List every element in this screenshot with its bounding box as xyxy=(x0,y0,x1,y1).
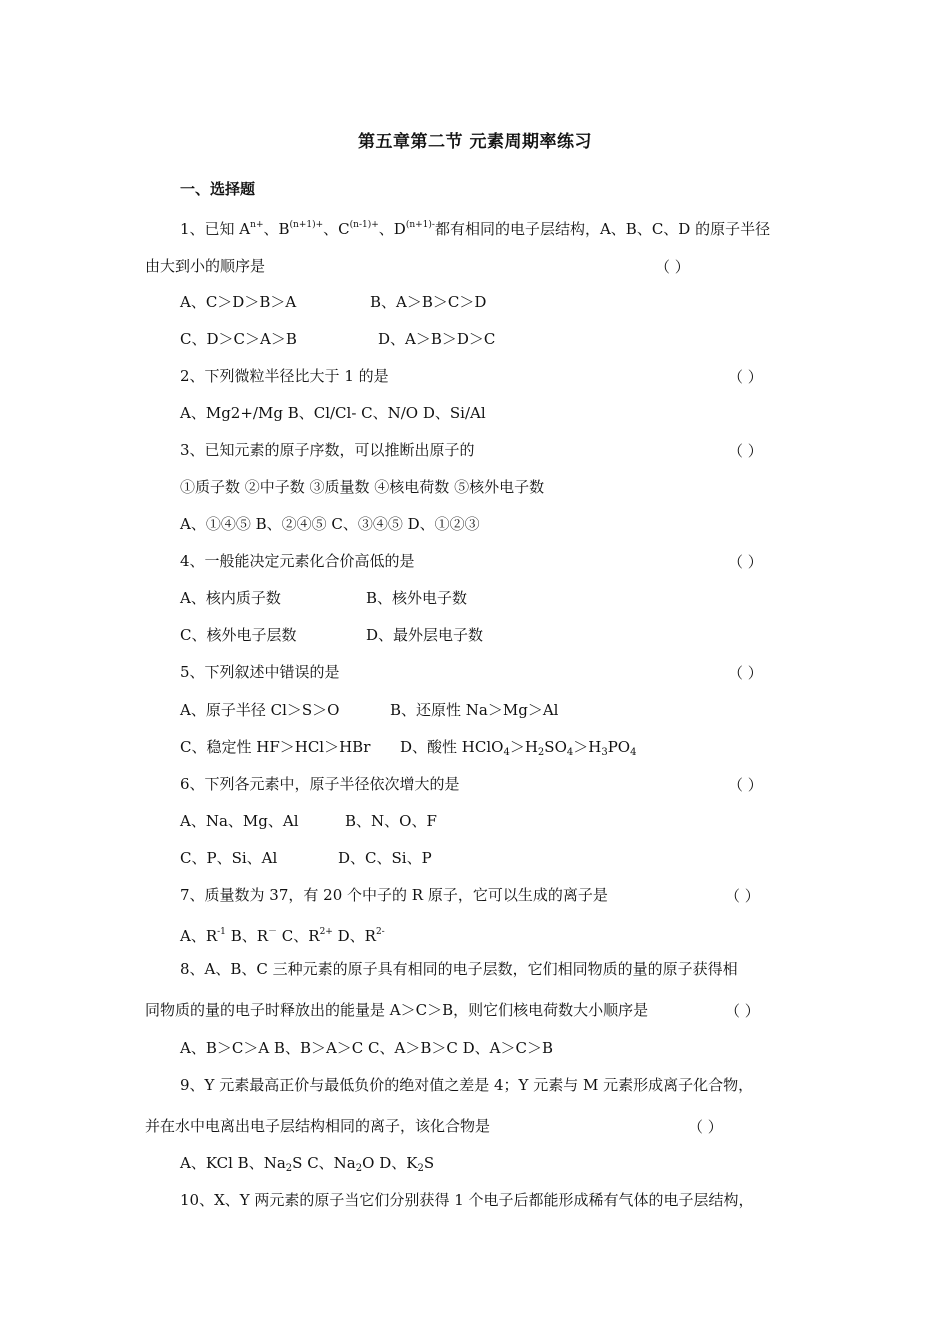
question-8-options: A、B＞C＞A B、B＞A＞C C、A＞B＞C D、A＞C＞B xyxy=(180,1039,553,1057)
answer-blank: （ ） xyxy=(725,887,760,905)
question-5: 5、下列叙述中错误的是 xyxy=(180,663,340,681)
question-9-line-2: 并在水中电离出电子层结构相同的离子，该化合物是 xyxy=(145,1117,491,1135)
page-title: 第五章第二节 元素周期率练习 xyxy=(358,132,592,152)
option-d: D、C、Si、P xyxy=(338,849,432,867)
option-d: D、酸性 $HClO_4>H_2SO_4>H_3PO_4$ xyxy=(400,738,637,758)
option-c: C、核外电子层数 xyxy=(180,626,297,644)
answer-blank: （ ） xyxy=(688,1118,723,1136)
answer-blank: （ ） xyxy=(655,258,690,276)
option-c: C、稳定性 HF＞HCl＞HBr xyxy=(180,738,371,756)
answer-blank: （ ） xyxy=(728,664,763,682)
question-1-line-2: 由大到小的顺序是 xyxy=(145,257,266,275)
option-d: D、最外层电子数 xyxy=(366,626,484,644)
question-9-options: A、KCl B、$Na_2S$ C、$Na_2O$ D、$K_2S$ xyxy=(180,1154,435,1174)
question-2-options: A、Mg2+/Mg B、Cl/Cl- C、N/O D、Si/Al xyxy=(180,404,486,422)
question-8-line-2: 同物质的量的电子时释放出的能量是 A＞C＞B，则它们核电荷数大小顺序是 xyxy=(145,1001,649,1019)
question-10-line-1: 10、X、Y 两元素的原子当它们分别获得 1 个电子后都能形成稀有气体的电子层结构， xyxy=(180,1191,754,1209)
option-c: C、P、Si、Al xyxy=(180,849,278,867)
question-9-line-1: 9、Y 元素最高正价与最低负价的绝对值之差是 4；Y 元素与 M 元素形成离子化合物， xyxy=(180,1076,754,1094)
option-c: C、D＞C＞A＞B xyxy=(180,330,297,348)
section-heading: 一、选择题 xyxy=(180,180,256,198)
question-3: 3、已知元素的原子序数，可以推断出原子的 xyxy=(180,441,475,459)
option-a: A、核内质子数 xyxy=(180,589,281,607)
answer-blank: （ ） xyxy=(728,442,763,460)
question-7-options: A、$R^{-1}$ B、R－ C、$R^{2+}$ D、$R^{2-}$ xyxy=(180,927,385,945)
answer-blank: （ ） xyxy=(728,368,763,386)
option-a: A、原子半径 Cl＞S＞O xyxy=(180,701,340,719)
question-4: 4、一般能决定元素化合价高低的是 xyxy=(180,552,415,570)
answer-blank: （ ） xyxy=(728,776,763,794)
option-b: B、A＞B＞C＞D xyxy=(370,293,487,311)
question-7: 7、质量数为 37，有 20 个中子的 R 原子，它可以生成的离子是 xyxy=(180,886,608,904)
question-3-items: ①质子数 ②中子数 ③质量数 ④核电荷数 ⑤核外电子数 xyxy=(180,478,545,496)
option-a: A、C＞D＞B＞A xyxy=(180,293,297,311)
option-d: D、A＞B＞D＞C xyxy=(378,330,496,348)
question-3-options: A、①④⑤ B、②④⑤ C、③④⑤ D、①②③ xyxy=(180,515,480,533)
answer-blank: （ ） xyxy=(725,1002,760,1020)
question-1-line-1: 1、已知 $A^{n+}$、$B^{(n+1)+}$、$C^{(n-1)+}$、$D^{(n+1)-}$都有相同的电子层结构，A、B、C、D 的原子半径 xyxy=(180,220,771,238)
option-b: B、核外电子数 xyxy=(366,589,468,607)
answer-blank: （ ） xyxy=(728,553,763,571)
question-6: 6、下列各元素中，原子半径依次增大的是 xyxy=(180,775,460,793)
option-b: B、还原性 Na＞Mg＞Al xyxy=(390,701,559,719)
option-a: A、Na、Mg、Al xyxy=(180,812,299,830)
question-8-line-1: 8、A、B、C 三种元素的原子具有相同的电子层数，它们相同物质的量的原子获得相 xyxy=(180,960,738,978)
option-b: B、N、O、F xyxy=(345,812,437,830)
question-2: 2、下列微粒半径比大于 1 的是 xyxy=(180,367,389,385)
